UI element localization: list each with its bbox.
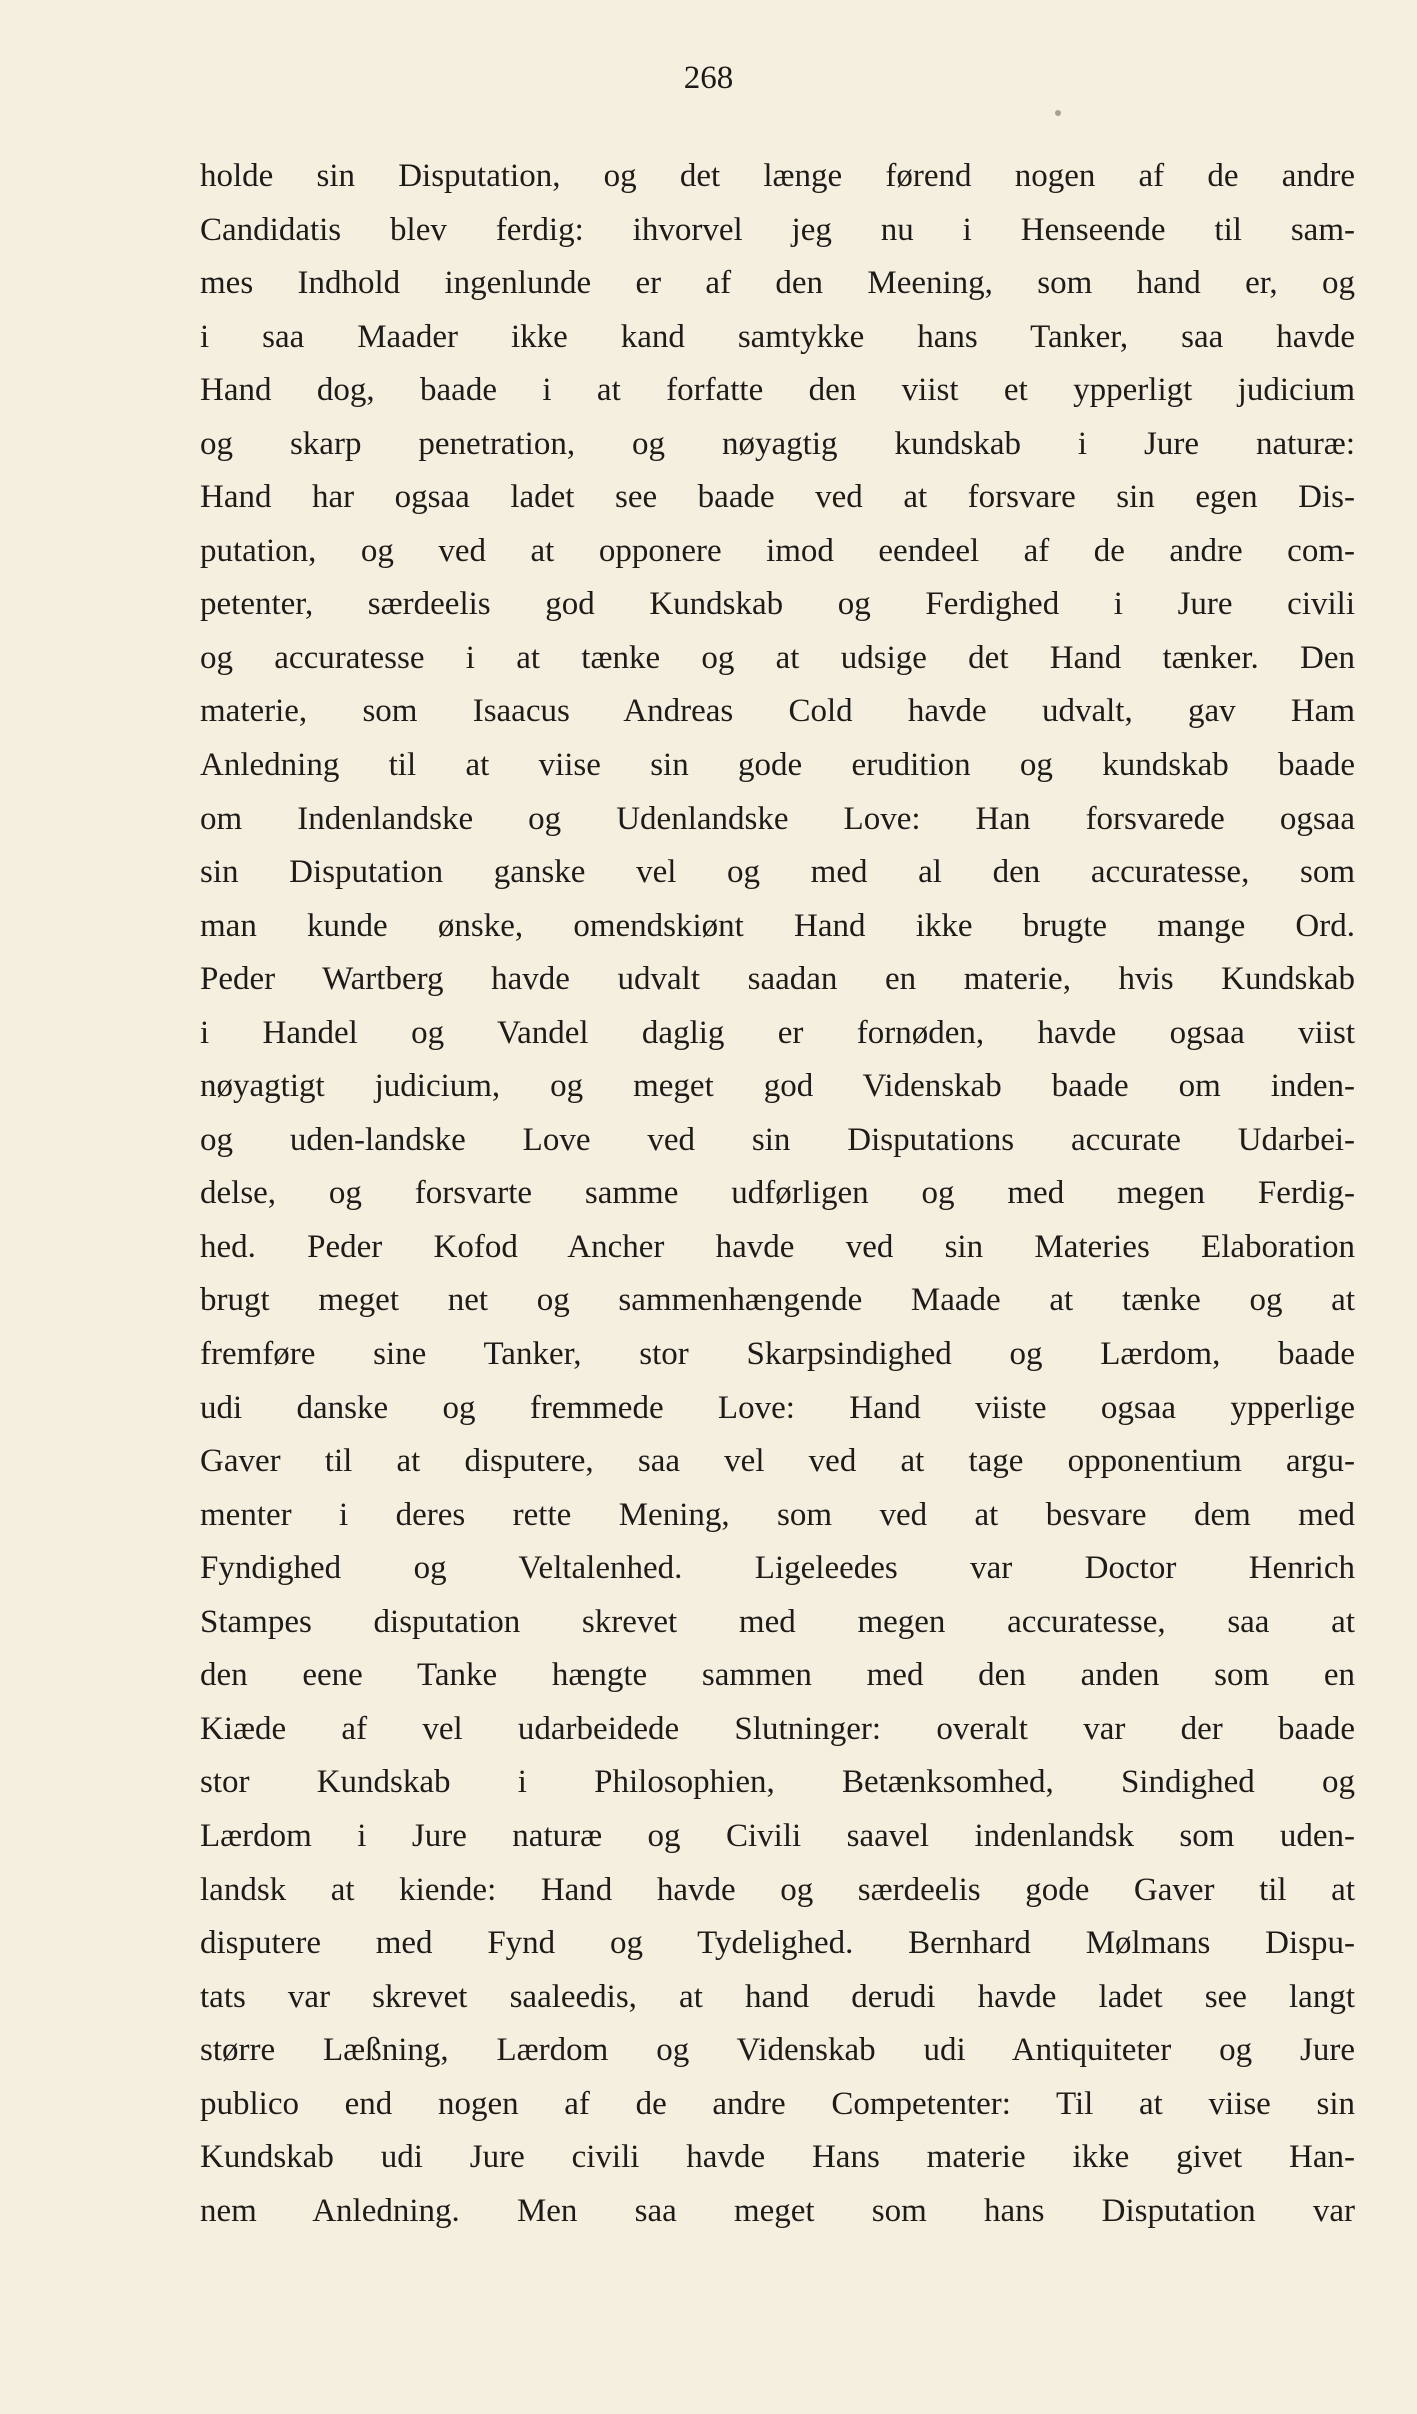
text-line: Kiæde af vel udarbeidede Slutninger: overalt var der baade	[200, 1710, 1355, 1747]
text-line: og skarp penetration, og nøyagtig kundskab i Jure naturæ:	[200, 425, 1355, 462]
text-line: nøyagtigt judicium, og meget god Videnskab baade om inden-	[200, 1068, 1355, 1105]
text-line: Hand har ogsaa ladet see baade ved at forsvare sin egen Dis-	[200, 479, 1355, 516]
text-line: og accuratesse i at tænke og at udsige det Hand tænker. Den	[200, 639, 1355, 676]
text-line: holde sin Disputation, og det længe førend nogen af de andre	[200, 158, 1355, 194]
text-line: udi danske og fremmede Love: Hand viiste ogsaa ypperlige	[200, 1389, 1355, 1426]
text-line: i saa Maader ikke kand samtykke hans Tanker, saa havde	[200, 318, 1355, 355]
ink-speck	[1055, 110, 1061, 116]
body-text	[200, 150, 1355, 2238]
text-line: Peder Wartberg havde udvalt saadan en materie, hvis Kundskab	[200, 961, 1355, 998]
text-line: brugt meget net og sammenhængende Maade at tænke og at	[200, 1282, 1355, 1319]
text-line: Hand dog, baade i at forfatte den viist et ypperligt judicium	[200, 372, 1355, 409]
text-line: mes Indhold ingenlunde er af den Meening, som hand er, og	[200, 265, 1355, 302]
text-line: Anledning til at viise sin gode erudition og kundskab baade	[200, 747, 1355, 784]
text-line: stor Kundskab i Philosophien, Betænksomhed, Sindighed og	[200, 1764, 1355, 1801]
text-line: landsk at kiende: Hand havde og særdeelis gode Gaver til at	[200, 1871, 1355, 1908]
text-line: og uden-landske Love ved sin Disputations accurate Udarbei-	[200, 1121, 1355, 1158]
text-line: Kundskab udi Jure civili havde Hans materie ikke givet Han-	[200, 2139, 1355, 2176]
text-line: Gaver til at disputere, saa vel ved at tage opponentium argu-	[200, 1443, 1355, 1480]
text-line: fremføre sine Tanker, stor Skarpsindighed og Lærdom, baade	[200, 1336, 1355, 1373]
page-number: 268	[683, 60, 734, 96]
text-line: petenter, særdeelis god Kundskab og Ferdighed i Jure civili	[200, 586, 1355, 623]
text-line: Stampes disputation skrevet med megen accuratesse, saa at	[200, 1603, 1355, 1640]
text-line: tats var skrevet saaleedis, at hand derudi havde ladet see langt	[200, 1978, 1355, 2015]
text-line: materie, som Isaacus Andreas Cold havde udvalt, gav Ham	[200, 693, 1355, 730]
text-line: Fyndighed og Veltalenhed. Ligeleedes var Doctor Henrich	[200, 1550, 1355, 1587]
text-line: menter i deres rette Mening, som ved at besvare dem med	[200, 1496, 1355, 1533]
text-line: sin Disputation ganske vel og med al den accuratesse, som	[200, 854, 1355, 891]
text-line: hed. Peder Kofod Ancher havde ved sin Materies Elaboration	[200, 1228, 1355, 1265]
text-line: nem Anledning. Men saa meget som hans Disputation var	[200, 2192, 1355, 2229]
text-line: Lærdom i Jure naturæ og Civili saavel indenlandsk som uden-	[200, 1817, 1355, 1854]
text-line: delse, og forsvarte samme udførligen og med megen Ferdig-	[200, 1175, 1355, 1212]
text-line: den eene Tanke hængte sammen med den anden som en	[200, 1657, 1355, 1694]
text-line: om Indenlandske og Udenlandske Love: Han forsvarede ogsaa	[200, 800, 1355, 837]
text-line: publico end nogen af de andre Competenter: Til at viise sin	[200, 2085, 1355, 2122]
text-line: putation, og ved at opponere imod eendeel af de andre com-	[200, 532, 1355, 569]
text-line: disputere med Fynd og Tydelighed. Bernhard Mølmans Dispu-	[200, 1925, 1355, 1962]
text-line: man kunde ønske, omendskiønt Hand ikke brugte mange Ord.	[200, 907, 1355, 944]
text-line: i Handel og Vandel daglig er fornøden, havde ogsaa viist	[200, 1014, 1355, 1051]
text-line: Candidatis blev ferdig: ihvorvel jeg nu i Henseende til sam-	[200, 211, 1355, 248]
text-line: større Læßning, Lærdom og Videnskab udi Antiquiteter og Jure	[200, 2032, 1355, 2069]
